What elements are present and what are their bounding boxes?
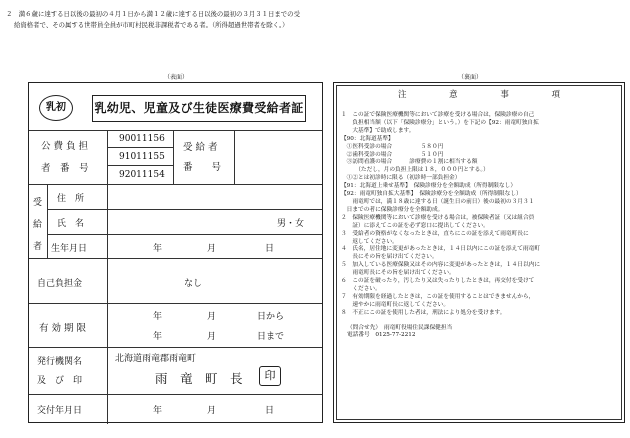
notice-line: ①②とは初診時に限る（初診時一部負担金） (341, 175, 461, 182)
notice-line: ５ 加入している医療保険又はその内容に変更があったときは，１４日以内に (341, 262, 541, 269)
validity-to-month: 月 (207, 332, 217, 342)
recipient-number-label-1: 受 給 者 (183, 142, 218, 153)
gender-options: 男・女 (277, 219, 305, 229)
first-badge: 乳初 (39, 95, 73, 121)
issue-day: 日 (265, 406, 275, 416)
issuer-label-2: 及 び 印 (37, 376, 83, 386)
contact-label: （問合せ先） 雨竜町役場住民課保健担当 (347, 324, 453, 331)
validity-to-day: 日まで (257, 332, 285, 342)
notice-line: 長にその旨を届け出てください。 (341, 254, 438, 261)
notice-line: 【91：北海道上乗せ基準】 保険診療分を全額助成（所得制限なし） (341, 183, 517, 190)
issuer-address: 北海道雨竜郡雨竜町 (115, 354, 197, 364)
top-note (6, 9, 416, 31)
birth-date-label: 生年月日 (51, 244, 88, 254)
notice-line: ６ この証を破ったり，汚したり又は失ったりしたときは，再交付を受けて (341, 278, 535, 285)
notice-line: １ この証で保険医療機関等において診療を受ける場合は，保険診療の自己 (341, 112, 535, 118)
payer-number-label-1: 公 費 負 担 (41, 141, 89, 152)
notice-line: （ただし，月の負担上限は１８，０００円とする。） (341, 167, 489, 174)
issuer-label-1: 発行機関名 (37, 357, 83, 367)
name-label: 氏 名 (57, 219, 85, 229)
notice-line: 負担相当額（以下「保険診療分」という。）を下記の【92：雨竜町独自拡 (341, 119, 539, 126)
notice-line: 大基準】で助成します。 (341, 127, 415, 134)
recipient-char-2: 給 (33, 220, 43, 230)
birth-year: 年 (153, 244, 163, 254)
top-note-line-1: ２ 満６歳に達する日以後の最初の４月１日から満１２歳に達する日以後の最初の３月３１日までの受 (6, 10, 300, 18)
official-seal: 印 (259, 366, 281, 386)
notice-line: 返してください。 (341, 238, 398, 245)
validity-from-day: 日から (257, 312, 285, 322)
payer-number-1: 90011156 (119, 134, 165, 144)
front-side-label: （表面） (164, 74, 189, 81)
validity-from-month: 月 (207, 312, 217, 322)
issue-date-label: 交付年月日 (37, 406, 83, 416)
recipient-char-3: 者 (33, 242, 43, 252)
notice-line: ③訪問看護の場合 診療費の１割に相当する額 (341, 159, 478, 166)
back-side-label: （裏面） (458, 74, 483, 81)
top-note-line-2: 給資格者で、その属する世帯員全員が市町村民税非課税者である者。（所得超過世帯者を除く。） (14, 21, 289, 29)
notice-line: 日までの者に保険診療分を全額助成。 (341, 206, 444, 213)
issuer-name: 雨 竜 町 長 (155, 371, 243, 386)
notice-line: ８ 不正にこの証を使用した者は，刑法により処分を受けます。 (341, 309, 506, 316)
issue-month: 月 (207, 406, 217, 416)
notice-title: 注 意 事 項 (397, 90, 581, 100)
validity-label: 有 効 期 限 (39, 323, 87, 334)
notice-line: ４ 氏名，居住地に変更があったときは，１４日以内にこの証を添えて雨竜町 (341, 246, 541, 253)
copay-value: なし (184, 279, 203, 289)
notice-line: ①医科受診の場合 ５８０円 (341, 143, 444, 150)
recipient-number-label-2: 番 号 (183, 162, 222, 173)
payer-number-3: 92011154 (119, 170, 165, 180)
notice-line: 【90：北海道基準】 (341, 135, 394, 142)
notice-line: ２ 保険医療機関等において診療を受ける場合は，被保険者証（又は組合員 (341, 214, 535, 221)
notice-line: 雨竜町では，満１８歳に達する日（誕生日の前日）後の最初の３月３１ (341, 198, 535, 205)
contact-phone: 電話番号 0125-77-2212 (347, 332, 416, 339)
notice-line: 速やかに雨竜町長に返してください。 (341, 301, 450, 308)
payer-number-2: 91011155 (119, 152, 165, 162)
notice-line: 証）に添えてこの証を必ず窓口に提出してください。 (341, 222, 489, 229)
copay-label: 自己負担金 (37, 279, 83, 289)
certificate-back (333, 82, 625, 423)
issue-year: 年 (153, 406, 163, 416)
birth-day: 日 (265, 244, 275, 254)
certificate-front (28, 82, 323, 423)
validity-to-year: 年 (153, 332, 163, 342)
certificate-title: 乳幼児、児童及び生徒医療費受給者証 (92, 95, 306, 122)
notice-line: 雨竜町長にその旨を届け出てください。 (341, 270, 455, 277)
notice-line: ７ 有効期限を経過したときは，この証を使用することはできませんから， (341, 293, 535, 300)
recipient-char-1: 受 (33, 198, 43, 208)
notice-body (341, 112, 619, 340)
payer-number-label-2: 者 番 号 (41, 163, 89, 174)
address-label: 住 所 (57, 194, 85, 204)
notice-line: ②歯科受診の場合 ５１０円 (341, 151, 444, 158)
notice-line: ３ 受給者の資格がなくなったときは，直ちにこの証を添えて雨竜町長に (341, 230, 529, 237)
notice-line: 【92：雨竜町独自拡大基準】 保険診療分を全額助成（所得制限なし） (341, 191, 522, 198)
validity-from-year: 年 (153, 312, 163, 322)
notice-line: ください。 (341, 285, 381, 292)
birth-month: 月 (207, 244, 217, 254)
